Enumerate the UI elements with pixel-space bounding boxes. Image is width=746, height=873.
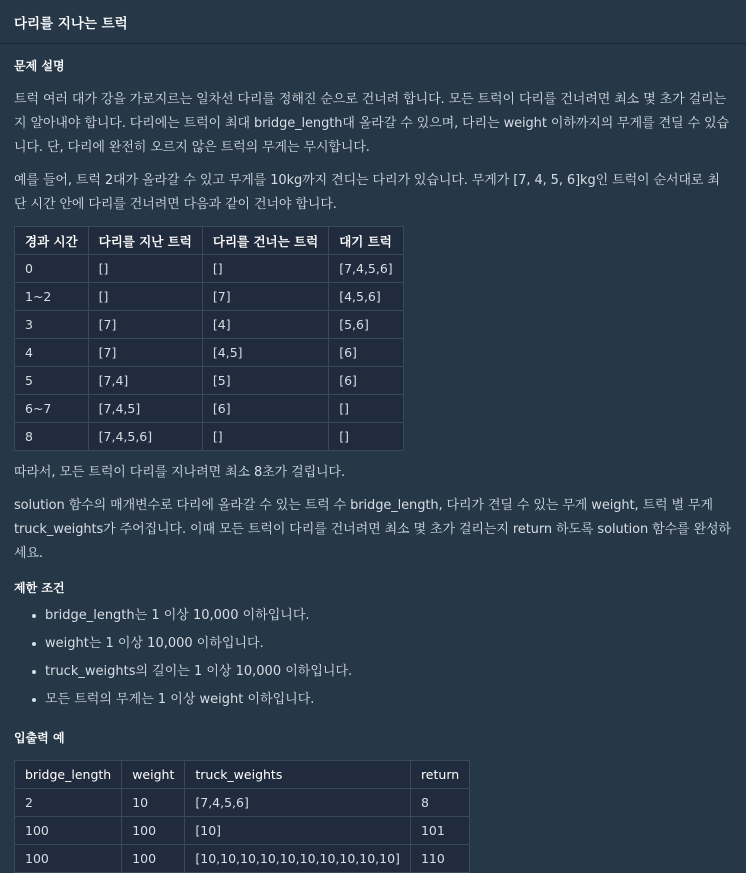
table-cell: [5] [202,367,328,395]
table-cell: 5 [15,367,89,395]
table-cell: [] [329,423,404,451]
io-heading: 입출력 예 [14,731,65,745]
table-cell: 110 [410,845,469,873]
table-cell: [7,4] [88,367,202,395]
column-header: truck_weights [185,761,411,789]
column-header: weight [122,761,185,789]
table-row [15,367,404,395]
bullet-icon [32,698,36,702]
table-header-row [15,761,470,789]
table-row [15,423,404,451]
description-paragraph-4: solution 함수의 매개변수로 다리에 올라갈 수 있는 트럭 수 bridge_length, 다리가 견딜 수 있는 무게 weight, 트럭 별 무게 truck_weights가 주어집니다. 이때 모든 트럭이 다리를 건너려면 최소 몇 초가 걸리는지 return 하도록 solution 함수를 완성하세요. [14,498,731,561]
table-cell: [] [88,255,202,283]
table-cell: [4] [202,311,328,339]
constraint-item [32,658,732,686]
constraints-heading: 제한 조건 [14,581,65,595]
table-cell: 8 [15,423,89,451]
table-cell: [6] [329,367,404,395]
bullet-icon [32,642,36,646]
bullet-icon [32,614,36,618]
table-cell: [7,4,5] [88,395,202,423]
constraint-text: truck_weights의 길이는 1 이상 10,000 이하입니다. [45,664,353,679]
table-row [15,283,404,311]
table-cell: [] [329,395,404,423]
table-cell: [4,5] [202,339,328,367]
table-cell: [7] [88,339,202,367]
table-cell: [6] [329,339,404,367]
bullet-icon [32,670,36,674]
column-header: return [410,761,469,789]
problem-header [0,0,746,44]
constraints-list [32,602,732,714]
description-heading: 문제 설명 [14,59,65,73]
table-cell: 4 [15,339,89,367]
table-cell: 6~7 [15,395,89,423]
constraint-text: weight는 1 이상 10,000 이하입니다. [45,636,264,651]
table-cell: [10] [185,817,411,845]
column-header: 대기 트럭 [329,227,404,255]
io-table-body [15,789,470,873]
constraint-item [32,630,732,658]
column-header: bridge_length [15,761,122,789]
description-paragraph-3: 따라서, 모든 트럭이 다리를 지나려면 최소 8초가 걸립니다. [14,465,345,480]
table-cell: [7,4,5,6] [88,423,202,451]
table-cell: [7,4,5,6] [185,789,411,817]
constraint-item [32,602,732,630]
table-cell: 0 [15,255,89,283]
table-row [15,845,470,873]
table-cell: [] [202,255,328,283]
description-paragraph-2: 예를 들어, 트럭 2대가 올라갈 수 있고 무게를 10kg까지 견디는 다리가 있습니다. 무게가 [7, 4, 5, 6]kg인 트럭이 순서대로 최단 시간 안에 다리를 건너려면 다음과 같이 건너야 합니다. [14,173,720,212]
table-cell: 101 [410,817,469,845]
simulation-table [14,226,404,451]
table-cell: [5,6] [329,311,404,339]
table-cell: 100 [122,845,185,873]
table-cell: [10,10,10,10,10,10,10,10,10,10] [185,845,411,873]
table-row [15,311,404,339]
constraint-text: 모든 트럭의 무게는 1 이상 weight 이하입니다. [45,692,315,707]
table-cell: 100 [122,817,185,845]
table-cell: [7] [88,311,202,339]
constraint-text: bridge_length는 1 이상 10,000 이하입니다. [45,608,310,623]
table-header-row [15,227,404,255]
description-paragraph-1: 트럭 여러 대가 강을 가로지르는 일차선 다리를 정해진 순으로 건너려 합니다. 모든 트럭이 다리를 건너려면 최소 몇 초가 걸리는지 알아내야 합니다. 다리에는 트럭이 최대 bridge_length대 올라갈 수 있으며, 다리는 weight 이하까지의 무게를 견딜 수 있습니다. 단, 다리에 완전히 오르지 않은 트럭의 무게는 무시합니다. [14,92,729,155]
table-cell: 2 [15,789,122,817]
constraint-item [32,686,732,714]
table-cell: [6] [202,395,328,423]
table-row [15,395,404,423]
table-cell: 10 [122,789,185,817]
io-examples-table [14,760,470,873]
column-header: 다리를 건너는 트럭 [202,227,328,255]
table-cell: [] [202,423,328,451]
table-cell: [7,4,5,6] [329,255,404,283]
table-cell: 100 [15,845,122,873]
table-cell: 8 [410,789,469,817]
table-row [15,789,470,817]
problem-content [0,44,746,873]
table-cell: [] [88,283,202,311]
column-header: 경과 시간 [15,227,89,255]
table-cell: [7] [202,283,328,311]
column-header: 다리를 지난 트럭 [88,227,202,255]
table-cell: 1~2 [15,283,89,311]
simulation-table-body [15,255,404,451]
table-row [15,817,470,845]
table-row [15,255,404,283]
table-cell: 3 [15,311,89,339]
table-row [15,339,404,367]
problem-title: 다리를 지나는 트럭 [14,15,128,32]
table-cell: 100 [15,817,122,845]
table-cell: [4,5,6] [329,283,404,311]
